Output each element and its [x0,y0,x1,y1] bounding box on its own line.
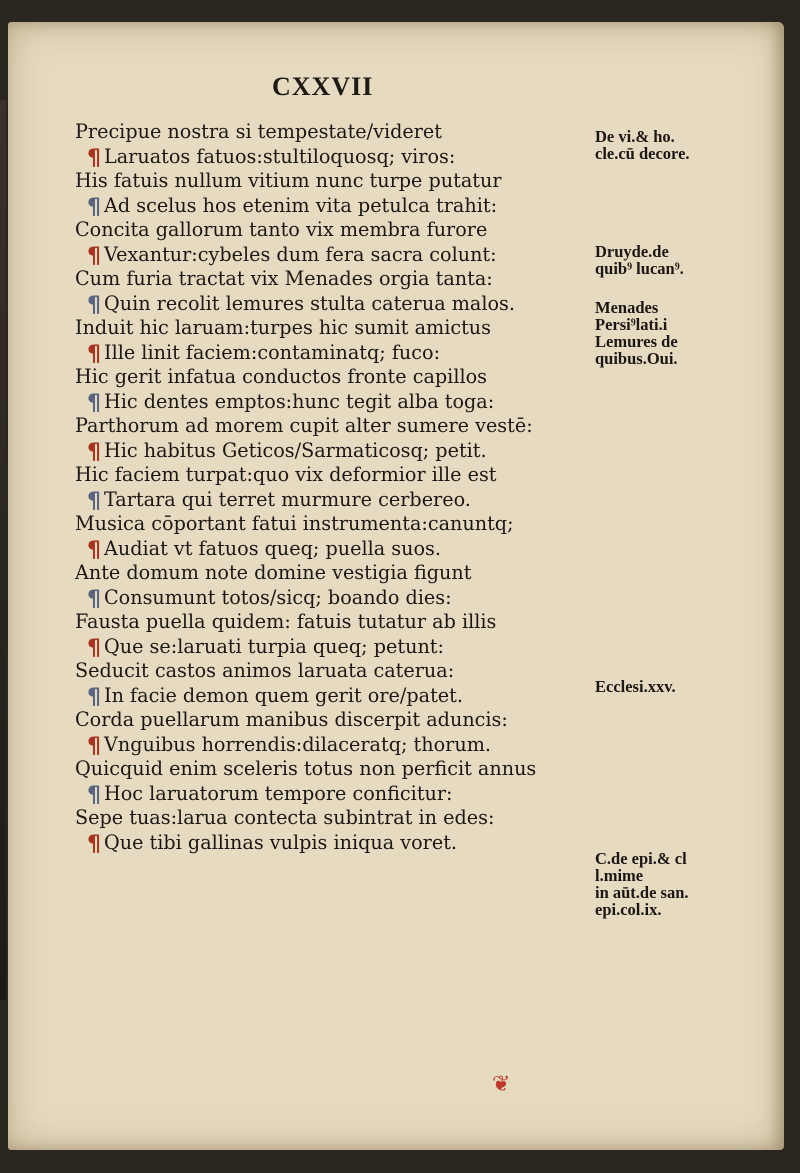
verse-line-text: Consumunt totos/sicq; boando dies: [104,585,452,609]
verse-line-text: Vnguibus horrendis:dilaceratq; thorum. [104,732,491,756]
verse-line [75,243,595,268]
verse-line-text: Corda puellarum manibus discerpit aduncis: [75,708,508,731]
verse-line [75,194,595,219]
paragraph-mark-icon: ¶ [87,145,101,171]
verse-line-text: Cum furia tractat vix Menades orgia tanta: [75,267,493,290]
verse-line [75,635,595,660]
verse-line-text: Musica cōportant fatui instrumenta:canuntq; [75,512,514,535]
verse-line-text: Quin recolit lemures stulta caterua malos. [104,291,515,315]
verse-line [75,463,595,488]
paragraph-mark-icon: ¶ [87,292,101,318]
binding-edge [0,100,6,1000]
paragraph-mark-icon: ¶ [87,488,101,514]
verse-line [75,341,595,366]
marginal-line: in aūt.de san. [595,883,689,902]
verse-line [75,292,595,317]
paragraph-mark-icon: ¶ [87,831,101,857]
marginal-note-4 [595,678,715,695]
paragraph-mark-icon: ¶ [87,782,101,808]
paragraph-mark-icon: ¶ [87,537,101,563]
marginal-note-1 [595,128,715,162]
verse-line [75,390,595,415]
verse-line-text: Ille linit faciem:contaminatq; fuco: [104,340,441,364]
verse-line [75,316,595,341]
paragraph-mark-icon: ¶ [87,194,101,220]
marginal-line: Druyde.de [595,242,669,261]
verse-line-text: Audiat vt fatuos queq; puella suos. [104,536,441,560]
paragraph-mark-icon: ¶ [87,243,101,269]
verse-line-text: Concita gallorum tanto vix membra furore [75,218,488,241]
verse-line [75,120,595,145]
verse-line [75,414,595,439]
verse-line-text: Parthorum ad morem cupit alter sumere vestē: [75,414,533,437]
verse-line-text: Laruatos fatuos:stultiloquosq; viros: [104,144,456,168]
verse-line [75,684,595,709]
verse-line-text: Que tibi gallinas vulpis iniqua voret. [104,830,458,854]
marginal-line: l.mime [595,866,644,885]
red-ink-blot: ❦ [492,1072,511,1097]
verse-line-text: Tartara qui terret murmure cerbereo. [104,487,471,511]
marginal-line: Ecclesi.xxv. [595,677,676,696]
verse-line [75,586,595,611]
verse-line [75,488,595,513]
verse-line-text: Vexantur:cybeles dum fera sacra colunt: [104,242,497,266]
verse-line-text: Que se:laruati turpia queq; petunt: [104,634,444,658]
verse-line [75,218,595,243]
folio-number: CXXVII [272,72,374,101]
verse-line-text: Hic dentes emptos:hunc tegit alba toga: [104,389,495,413]
verse-line [75,512,595,537]
verse-line-text: Induit hic laruam:turpes hic sumit amictus [75,316,492,339]
verse-line-text: Seducit castos animos laruata caterua: [75,659,455,682]
verse-line [75,733,595,758]
verse-line-text: Ad scelus hos etenim vita petulca trahit: [104,193,498,217]
verse-line [75,169,595,194]
verse-line [75,831,595,856]
verse-line-text: Fausta puella quidem: fatuis tutatur ab illis [75,610,497,633]
verse-line-text: Hic habitus Geticos/Sarmaticosq; petit. [104,438,487,462]
verse-line [75,145,595,170]
marginal-line: Menades [595,298,659,317]
verse-text-block [75,120,595,855]
verse-line [75,659,595,684]
paragraph-mark-icon: ¶ [87,684,101,710]
verse-line [75,757,595,782]
verse-line [75,537,595,562]
verse-line-text: Precipue nostra si tempestate/videret [75,120,442,143]
marginal-note-5 [595,850,715,918]
marginal-note-2 [595,243,715,277]
marginal-line: Lemures de [595,332,678,351]
verse-line-text: Hic faciem turpat:quo vix deformior ille est [75,463,497,486]
marginal-line: C.de epi.& cl [595,849,687,868]
verse-line-text: Ante domum note domine vestigia figunt [75,561,472,584]
paragraph-mark-icon: ¶ [87,439,101,465]
verse-line [75,610,595,635]
verse-line [75,782,595,807]
marginal-note-3 [595,299,715,367]
verse-line-text: Hic gerit infatua conductos fronte capillos [75,365,487,388]
marginal-line: quib⁹ lucan⁹. [595,259,684,278]
verse-line [75,561,595,586]
paragraph-mark-icon: ¶ [87,586,101,612]
paragraph-mark-icon: ¶ [87,733,101,759]
marginal-line: De vi.& ho. [595,127,675,146]
marginal-line: epi.col.ix. [595,900,662,919]
verse-line-text: His fatuis nullum vitium nunc turpe putatur [75,169,502,192]
verse-line-text: In facie demon quem gerit ore/patet. [104,683,463,707]
paragraph-mark-icon: ¶ [87,635,101,661]
marginal-line: quibus.Oui. [595,349,678,368]
verse-line [75,365,595,390]
verse-line [75,708,595,733]
paragraph-mark-icon: ¶ [87,341,101,367]
verse-line-text: Sepe tuas:larua contecta subintrat in edes: [75,806,495,829]
paragraph-mark-icon: ¶ [87,390,101,416]
marginal-line: Persi⁹lati.i [595,315,668,334]
verse-line-text: Hoc laruatorum tempore conficitur: [104,781,453,805]
verse-line-text: Quicquid enim sceleris totus non perficit annus [75,757,537,780]
verse-line [75,439,595,464]
verse-line [75,267,595,292]
marginal-line: cle.cū decore. [595,144,690,163]
verse-line [75,806,595,831]
